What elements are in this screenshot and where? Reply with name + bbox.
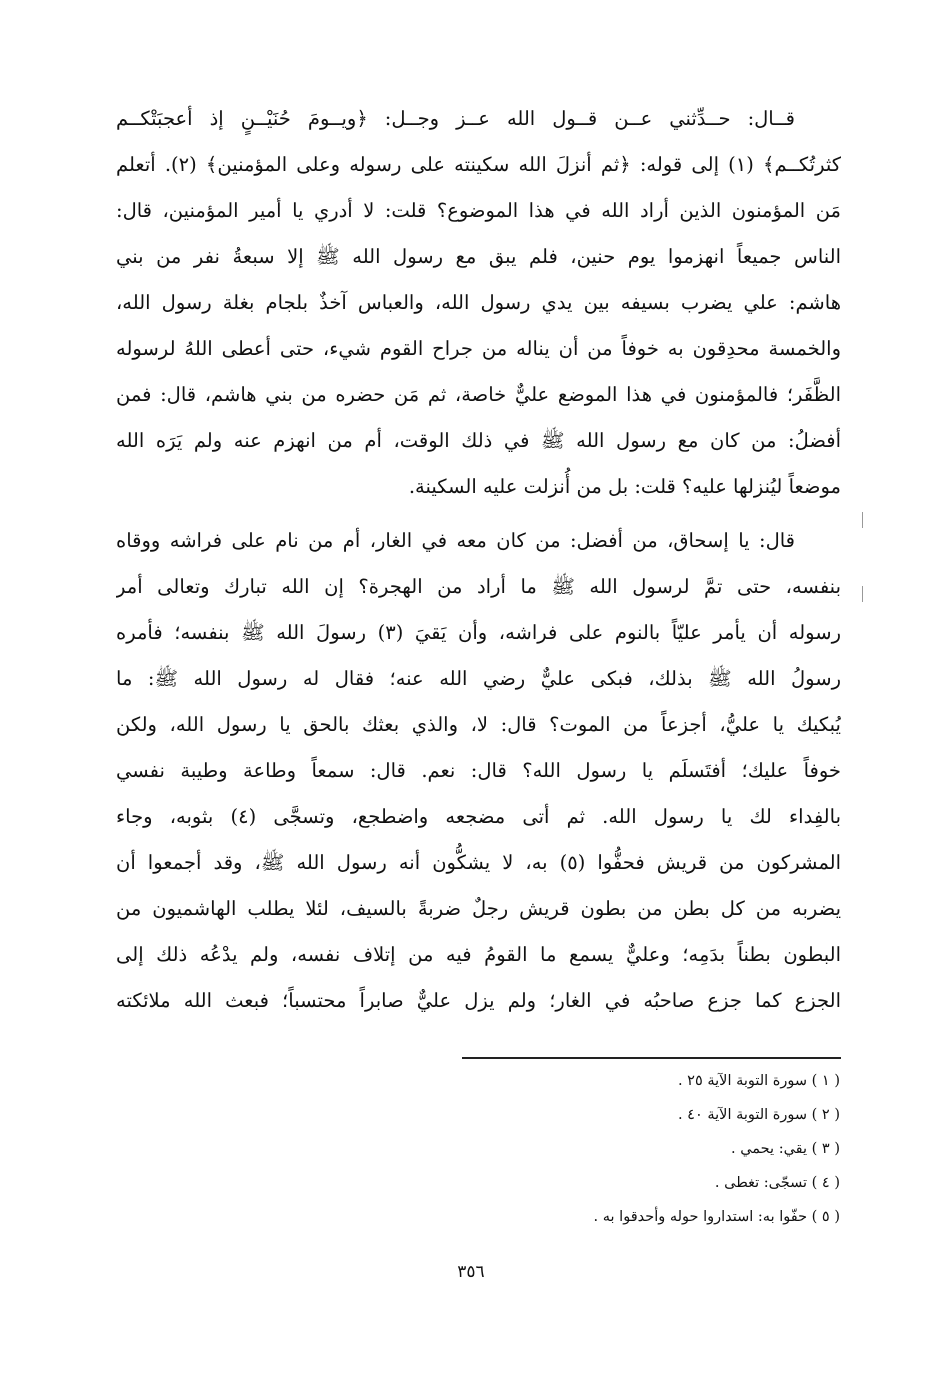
paragraph-1 bbox=[116, 96, 841, 510]
margin-mark bbox=[862, 586, 863, 602]
text-line: بالفِداء لك يا رسول الله. ثم أتى مضجعه واضطجع، وتسجَّى (٤) بثوبه، وجاء bbox=[116, 805, 841, 828]
text-line: هاشم: علي يضرب بسيفه بين يدي رسول الله، والعباس آخذٌ بلجام بغلة رسول الله، bbox=[116, 291, 841, 314]
text-line: رسولُ الله ﷺ بذلك، فبكى عليٌّ رضي الله عنه؛ فقال له رسول الله ﷺ: ما bbox=[116, 667, 841, 690]
text-line: موضعاً ليُنزلها عليه؟ قلت: بل من أُنزلت عليه السكينة. bbox=[408, 475, 841, 498]
text-line: المشركون من قريش فحفُّوا (٥) به، لا يشكُّون أنه رسول الله ﷺ، وقد أجمعوا أن bbox=[116, 851, 841, 874]
footnote-separator bbox=[462, 1057, 841, 1059]
footnote-3: ( ٣ ) يقي: يحمي . bbox=[731, 1141, 840, 1157]
text-line: أفضلُ: من كان مع رسول الله ﷺ في ذلك الوقت، أم من انهزم عنه ولم يَرَه الله bbox=[116, 429, 841, 452]
text-line: رسوله أن يأمر عليّاً بالنوم على فراشه، وأن يَقيَ (٣) رسولَ الله ﷺ بنفسه؛ فأمره bbox=[116, 621, 841, 644]
text-line: مَن المؤمنون الذين أراد الله في هذا الموضوع؟ قلت: لا أدري يا أمير المؤمنين، قال: bbox=[116, 199, 841, 222]
text-line: بنفسه، حتى تمَّ لرسول الله ﷺ ما أراد من الهجرة؟ إن الله تبارك وتعالى أمر bbox=[116, 575, 841, 598]
page-body bbox=[116, 96, 841, 1024]
text-line: الظَّفَر؛ فالمؤمنون في هذا الموضع عليٌّ خاصة، ثم مَن حضره من بني هاشم، قال: فمن bbox=[116, 383, 841, 406]
paragraph-2 bbox=[116, 518, 841, 1024]
text-line: يضربه من كل بطن من بطون قريش رجلٌ ضربةً بالسيف، لئلا يطلب الهاشميون من bbox=[116, 897, 841, 920]
margin-mark bbox=[862, 512, 863, 528]
text-line: والخمسة محدِقون به خوفاً من أن يناله من جراح القوم شيء، حتى أعطى اللهُ لرسوله bbox=[116, 337, 841, 360]
page-number: ٣٥٦ bbox=[457, 1262, 485, 1282]
footnote-1: ( ١ ) سورة التوبة الآية ٢٥ . bbox=[677, 1073, 840, 1089]
footnotes bbox=[300, 1064, 840, 1234]
text-line: قال: يا إسحاق، من أفضل: من كان معه في الغار، أم من نام على فراشه ووقاه bbox=[116, 529, 795, 552]
text-line: كثرتُكــم﴾ (١) إلى قوله: ﴿ثم أنزلَ الله سكينته على رسوله وعلى المؤمنين﴾ (٢). أتعلم bbox=[116, 153, 841, 176]
text-line: الجزع كما جزع صاحبُه في الغار؛ ولم يزل عليٌّ صابراً محتسباً؛ فبعث الله ملائكته bbox=[116, 989, 841, 1012]
footnote-5: ( ٥ ) حفّوا به: استداروا حوله وأحدقوا به . bbox=[593, 1209, 840, 1225]
text-line: الناس جميعاً انهزموا يوم حنين، فلم يبق مع رسول الله ﷺ إلا سبعةُ نفر من بني bbox=[116, 245, 841, 268]
footnote-4: ( ٤ ) تسجّى: تغطى . bbox=[714, 1175, 840, 1191]
text-line: يُبكيك يا عليُّ، أجزعاً من الموت؟ قال: لا، والذي بعثك بالحق يا رسول الله، ولكن bbox=[116, 713, 841, 736]
footnote-2: ( ٢ ) سورة التوبة الآية ٤٠ . bbox=[677, 1107, 840, 1123]
text-line: خوفاً عليك؛ أفتَسلَم يا رسول الله؟ قال: نعم. قال: سمعاً وطاعة وطيبة نفسي bbox=[116, 759, 841, 782]
text-line: البطون بطناً بدَمِه؛ وعليٌّ يسمع ما القومُ فيه من إتلاف نفسه، ولم يدْعُه ذلك إلى bbox=[116, 943, 841, 966]
text-line: قــال: حــدِّثني عــن قــول الله عــز وجــل: ﴿ويــومَ حُنَيْــنٍ إذ أعجبَتْكــم bbox=[116, 107, 795, 130]
